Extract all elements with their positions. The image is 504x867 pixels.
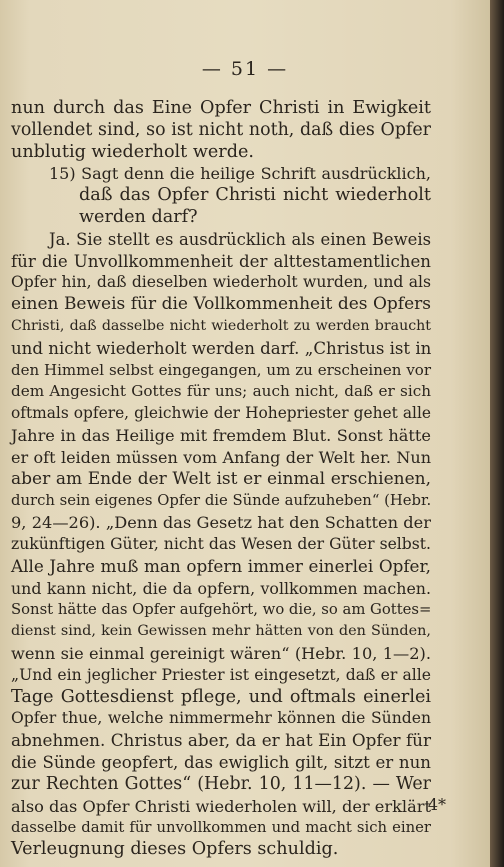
text-line: den Himmel selbst eingegangen, um zu erscheinen vor bbox=[11, 360, 431, 379]
text-line: durch sein eigenes Opfer die Sünde aufzuheben“ (Hebr. bbox=[11, 492, 432, 510]
text-line: Opfer hin, daß dieselben wiederholt wurden, und als bbox=[11, 273, 431, 292]
book-spine-edge bbox=[490, 0, 504, 867]
text-line: die Sünde geopfert, das ewiglich gilt, sitzt er nun bbox=[11, 752, 431, 772]
text-line: und kann nicht, die da opfern, vollkommen machen. bbox=[11, 578, 431, 598]
text-line: Opfer thue, welche nimmermehr können die Sünden bbox=[11, 709, 431, 728]
text-line: „Und ein jeglicher Priester ist eingesetzt, daß er alle bbox=[11, 665, 431, 684]
question-line: werden darf? bbox=[79, 206, 198, 227]
question-line: 15) Sagt denn die heilige Schrift ausdrücklich, bbox=[49, 164, 431, 184]
text-line: abnehmen. Christus aber, da er hat Ein Opfer für bbox=[11, 730, 431, 751]
text-line: er oft leiden müssen vom Anfang der Welt her. Nun bbox=[11, 447, 431, 467]
question-line: daß das Opfer Christi nicht wiederholt bbox=[79, 185, 431, 206]
text-line: Sonst hätte das Opfer aufgehört, wo die, so am Gottes= bbox=[11, 601, 432, 619]
text-line: oftmals opfere, gleichwie der Hohepriester gehet alle bbox=[11, 404, 431, 423]
text-line: wenn sie einmal gereinigt wären“ (Hebr. 10, 1—2). bbox=[11, 643, 431, 663]
text-line: dem Angesicht Gottes für uns; auch nicht, daß er sich bbox=[11, 382, 431, 401]
text-line: aber am Ende der Welt ist er einmal erschienen, bbox=[11, 468, 431, 489]
text-line: Christi, daß dasselbe nicht wiederholt zu werden braucht bbox=[11, 317, 431, 334]
text-line: Verleugnung dieses Opfers schuldig. bbox=[11, 839, 339, 860]
text-line: Tage Gottesdienst pflege, und oftmals einerlei bbox=[11, 686, 431, 707]
text-line: also das Opfer Christi wiederholen will, der erklärt bbox=[11, 796, 431, 816]
text-line: zukünftigen Güter, nicht das Wesen der Güter selbst. bbox=[11, 534, 431, 553]
text-line: für die Unvollkommenheit der alttestamentlichen bbox=[11, 251, 431, 271]
body-text bbox=[11, 98, 431, 861]
text-line: Alle Jahre muß man opfern immer einerlei Opfer, bbox=[11, 555, 431, 576]
text-line: nun durch das Eine Opfer Christi in Ewigkeit bbox=[11, 98, 431, 118]
text-line: Jahre in das Heilige mit fremdem Blut. Sonst hätte bbox=[11, 425, 431, 445]
text-line: dasselbe damit für unvollkommen und macht sich einer bbox=[11, 819, 431, 837]
answer-line: Ja. Sie stellt es ausdrücklich als einen Beweis bbox=[49, 229, 431, 249]
text-line: einen Beweis für die Vollkommenheit des Opfers bbox=[11, 294, 431, 315]
text-line: unblutig wiederholt werde. bbox=[11, 141, 254, 162]
signature-mark: 4* bbox=[427, 795, 446, 814]
text-line: vollendet sind, so ist nicht noth, daß dies Opfer bbox=[11, 119, 431, 140]
page-number: — 51 — bbox=[201, 58, 289, 80]
text-line: und nicht wiederholt werden darf. „Christus ist in bbox=[11, 338, 432, 358]
text-line: 9, 24—26). „Denn das Gesetz hat den Schatten der bbox=[11, 513, 431, 533]
text-line: zur Rechten Gottes“ (Hebr. 10, 11—12). — Wer bbox=[11, 773, 431, 794]
text-line: dienst sind, kein Gewissen mehr hätten von den Sünden, bbox=[11, 623, 431, 640]
